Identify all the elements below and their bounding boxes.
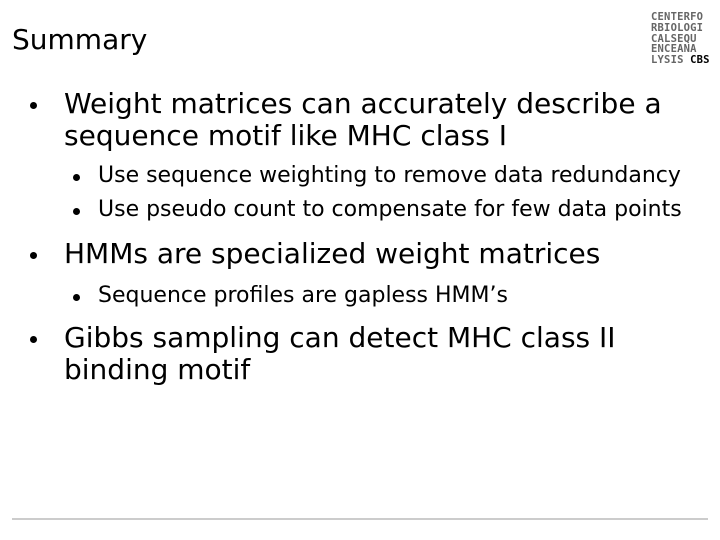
sub-bullet-item <box>28 162 708 190</box>
bullet-text: HMMs are specialized weight matrices <box>64 237 601 270</box>
logo-row: CENTERFO <box>651 11 704 23</box>
sub-bullet-dot-icon <box>73 294 80 301</box>
bullet-item <box>28 322 708 386</box>
slide-title: Summary <box>12 23 148 56</box>
sub-bullet-text: Use pseudo count to compensate for few data points <box>98 197 682 222</box>
sub-bullet-dot-icon <box>73 174 80 181</box>
bullet-text: Weight matrices can accurately describe a sequence motif like MHC class I <box>64 87 662 152</box>
sub-bullet-item <box>28 282 708 310</box>
sub-bullet-text: Use sequence weighting to remove data redundancy <box>98 163 681 188</box>
slide-content <box>28 88 708 386</box>
logo-row: ENCEANA <box>651 43 697 56</box>
logo-row: RBIOLOGI <box>651 21 704 34</box>
bullet-dot-icon <box>30 336 37 343</box>
bullet-dot-icon <box>30 102 37 109</box>
bullet-dot-icon <box>30 252 37 259</box>
logo-row: CALSEQU <box>651 32 697 45</box>
bullet-item <box>28 238 708 270</box>
sub-bullet-dot-icon <box>73 208 80 215</box>
logo-mark: CBS <box>690 54 710 67</box>
logo-row <box>651 55 711 66</box>
footer-divider <box>12 518 708 520</box>
bullet-text: Gibbs sampling can detect MHC class II binding motif <box>64 321 616 386</box>
sub-bullet-text: Sequence profiles are gapless HMM’s <box>98 283 508 308</box>
logo-text: LYSIS <box>651 54 684 67</box>
cbs-logo <box>651 12 711 66</box>
sub-bullet-item <box>28 196 708 224</box>
bullet-item <box>28 88 708 152</box>
